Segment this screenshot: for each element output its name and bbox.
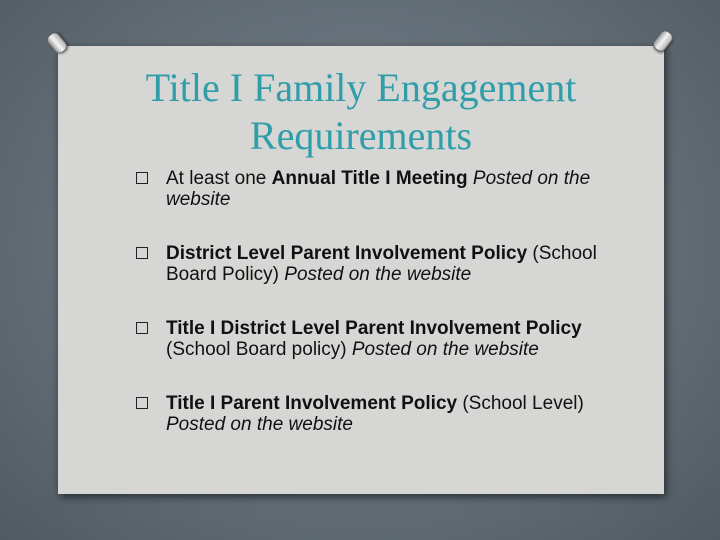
bullet-text-part: (School Level) (457, 393, 584, 414)
bullet-item (128, 318, 598, 360)
bullet-text-italic: Posted on the website (351, 339, 539, 360)
bullet-text-part: (School Board Policy) (166, 243, 597, 285)
bullet-text-bold: Title I Parent Involvement Policy (166, 393, 458, 414)
slide-title: Title I Family Engagement Requirements (145, 65, 577, 158)
bullet-text-italic: Posted on the website (166, 414, 353, 435)
checkbox-bullet-icon (136, 172, 148, 184)
bullet-text-part: At least one (166, 168, 272, 189)
bullet-text-bold: District Level Parent Involvement Policy (166, 243, 528, 264)
bullet-list (128, 168, 598, 435)
bullet-item (128, 243, 598, 285)
checkbox-bullet-icon (136, 247, 148, 259)
bullet-text-italic: Posted on the website (166, 168, 591, 210)
checkbox-bullet-icon (136, 397, 148, 409)
bullet-text-bold: Annual Title I Meeting (271, 168, 468, 189)
bullet-text-bold: Title I District Level Parent Involvement Policy (166, 318, 582, 339)
bullet-item (128, 168, 598, 210)
bullet-text-italic: Posted on the website (284, 264, 472, 285)
bullet-text-part: (School Board policy) (166, 339, 352, 360)
checkbox-bullet-icon (136, 322, 148, 334)
bullet-item (128, 393, 598, 435)
